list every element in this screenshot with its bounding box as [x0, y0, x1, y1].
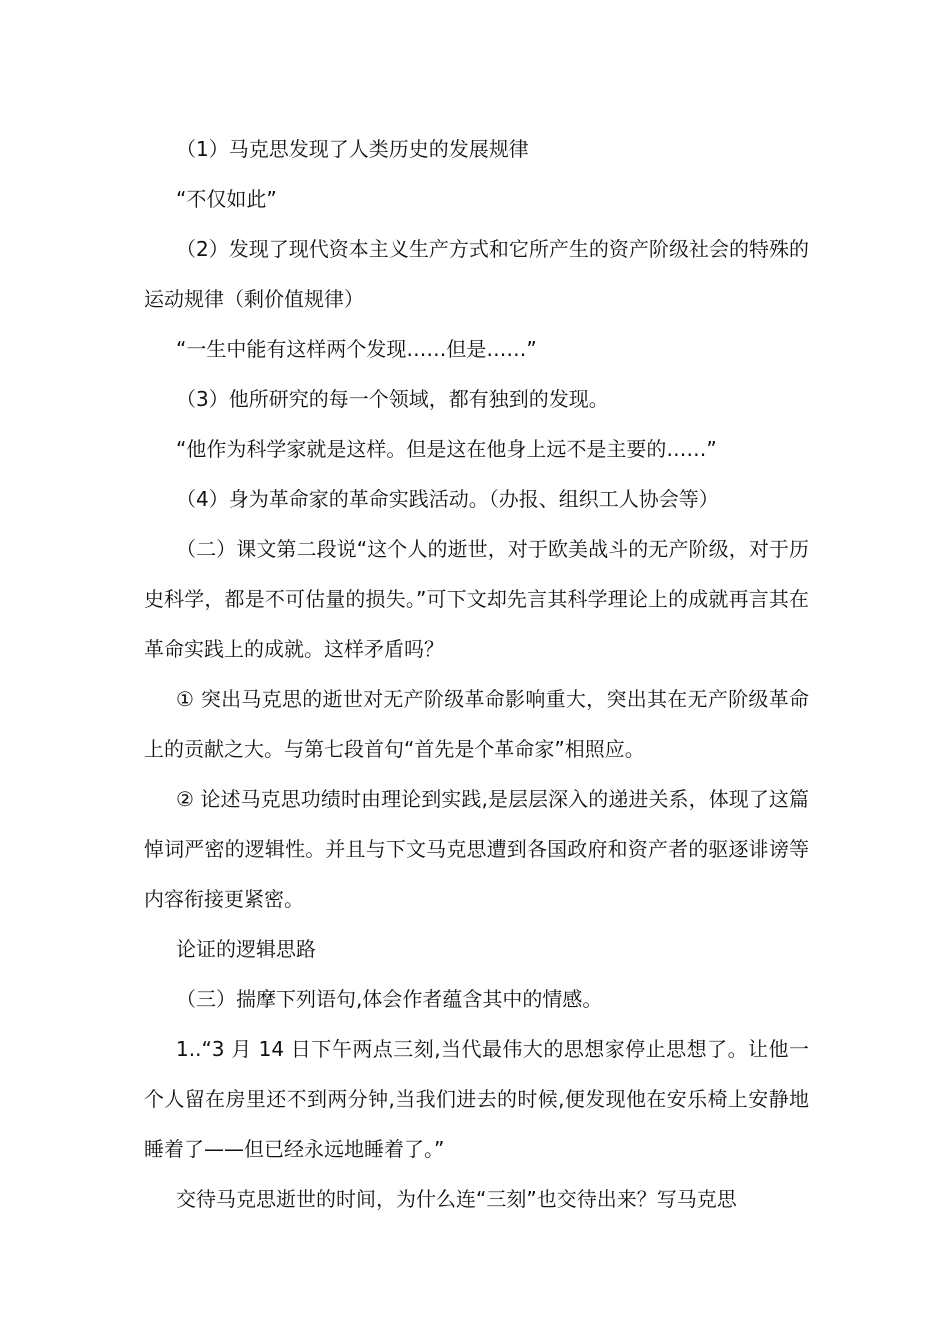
paragraph-8: （二）课文第二段说“这个人的逝世，对于欧美战斗的无产阶级，对于历史科学，都是不可估量的损失。”可下文却先言其科学理论上的成就再言其在革命实践上的成就。这样矛盾吗？ — [144, 537, 809, 661]
paragraph-5: （3）他所研究的每一个领域，都有独到的发现。 — [176, 387, 609, 411]
paragraph-2: “不仅如此” — [176, 187, 277, 211]
paragraph-11: 论证的逻辑思路 — [176, 937, 316, 961]
document-body — [144, 124, 809, 1224]
paragraph-9: ① 突出马克思的逝世对无产阶级革命影响重大，突出其在无产阶级革命上的贡献之大。与第七段首句“首先是个革命家”相照应。 — [144, 687, 809, 761]
paragraph-10: ② 论述马克思功绩时由理论到实践,是层层深入的递进关系，体现了这篇悼词严密的逻辑性。并且与下文马克思遭到各国政府和资产者的驱逐诽谤等内容衔接更紧密。 — [144, 787, 809, 911]
paragraph-7: （4）身为革命家的革命实践活动。（办报、组织工人协会等） — [176, 487, 719, 511]
paragraph-14: 交待马克思逝世的时间，为什么连“三刻”也交待出来？写马克思 — [176, 1187, 737, 1211]
paragraph-12: （三）揣摩下列语句,体会作者蕴含其中的情感。 — [176, 987, 603, 1011]
paragraph-1: （1）马克思发现了人类历史的发展规律 — [176, 137, 529, 161]
paragraph-4: “一生中能有这样两个发现……但是……” — [176, 337, 537, 361]
paragraph-3: （2）发现了现代资本主义生产方式和它所产生的资产阶级社会的特殊的运动规律（剩价值规律） — [144, 237, 809, 311]
paragraph-13: 1..“3 月 14 日下午两点三刻,当代最伟大的思想家停止思想了。让他一个人留在房里还不到两分钟,当我们进去的时候,便发现他在安乐椅上安静地睡着了——但已经永远地睡着了。” — [144, 1037, 809, 1161]
paragraph-6: “他作为科学家就是这样。但是这在他身上远不是主要的……” — [176, 437, 717, 461]
